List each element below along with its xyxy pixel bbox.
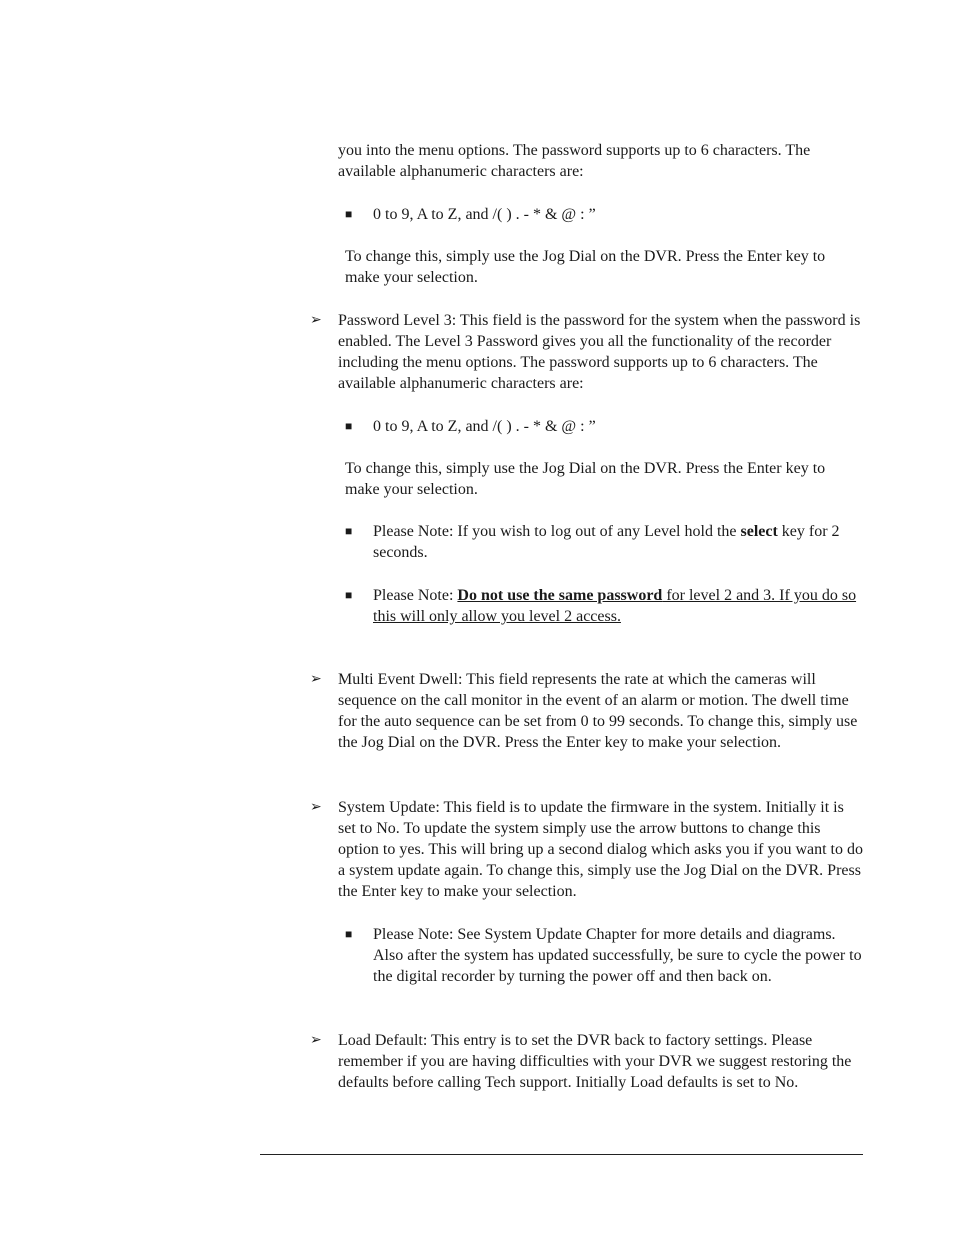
item-text: System Update: This field is to update the firmware in the system. Initially it is set to No. To update the system simply use the arrow buttons to change this option to yes. This will bring up a second dialog which asks you if you want to do a system update again. To change this, simply use the Jog Dial on the DVR. Press the Enter key to make your selection. [338, 799, 863, 900]
arrow-bullet-icon: ➢ [310, 1033, 322, 1048]
note-text-bold: Do not use the same password [457, 587, 663, 604]
note-text-post: for level 2 and 3. If you do so this will only allow you level 2 access. [373, 587, 857, 625]
item-text: Multi Event Dwell: This field represents the rate at which the cameras will sequence on the call monitor in the event of an alarm or motion. The dwell time for the auto sequence can be set from 0 to 99 seconds. To change this, simply use the Jog Dial on the DVR. Press the Enter key to make your selection. [338, 671, 858, 751]
square-bullet-icon: ■ [345, 588, 353, 602]
note-text-bold: select [740, 523, 778, 540]
item-text: Password Level 3: This field is the password for the system when the password is enabled. The Level 3 Password gives you all the functionality of the recorder including the menu options. The password supports up to 6 characters. The available alphanumeric characters are: [338, 312, 861, 392]
change-instructions-1: To change this, simply use the Jog Dial on the DVR. Press the Enter key to make your selection. [345, 248, 826, 286]
square-bullet-icon: ■ [345, 927, 353, 941]
square-bullet-icon: ■ [345, 207, 353, 221]
arrow-bullet-icon: ➢ [310, 313, 322, 328]
note-text-post: key for 2 seconds. [373, 523, 840, 561]
footer-rule [260, 1154, 863, 1155]
note-text [373, 585, 863, 627]
square-bullet-icon: ■ [345, 419, 353, 433]
note-text [373, 521, 863, 563]
change-instructions-2: To change this, simply use the Jog Dial on the DVR. Press the Enter key to make your selection. [345, 460, 826, 498]
arrow-bullet-icon: ➢ [310, 800, 322, 815]
bullet-text: 0 to 9, A to Z, and /( ) . - * & @ : ” [373, 418, 596, 435]
bullet-text: 0 to 9, A to Z, and /( ) . - * & @ : ” [373, 206, 596, 223]
note-text-pre: Please Note: [373, 587, 458, 604]
arrow-bullet-icon: ➢ [310, 672, 322, 687]
intro-paragraph: you into the menu options. The password supports up to 6 characters. The available alphanumeric characters are: [338, 142, 811, 180]
square-bullet-icon: ■ [345, 524, 353, 538]
item-text: Load Default: This entry is to set the DVR back to factory settings. Please remember if you are having difficulties with your DVR we suggest restoring the defaults before calling Tech support. Initially Load defaults is set to No. [338, 1032, 852, 1091]
note-text: Please Note: See System Update Chapter for more details and diagrams. Also after the system has updated successfully, be sure to cycle the power to the digital recorder by turning the power off and then back on. [373, 926, 862, 985]
note-text-pre: Please Note: If you wish to log out of any Level hold the [373, 523, 741, 540]
